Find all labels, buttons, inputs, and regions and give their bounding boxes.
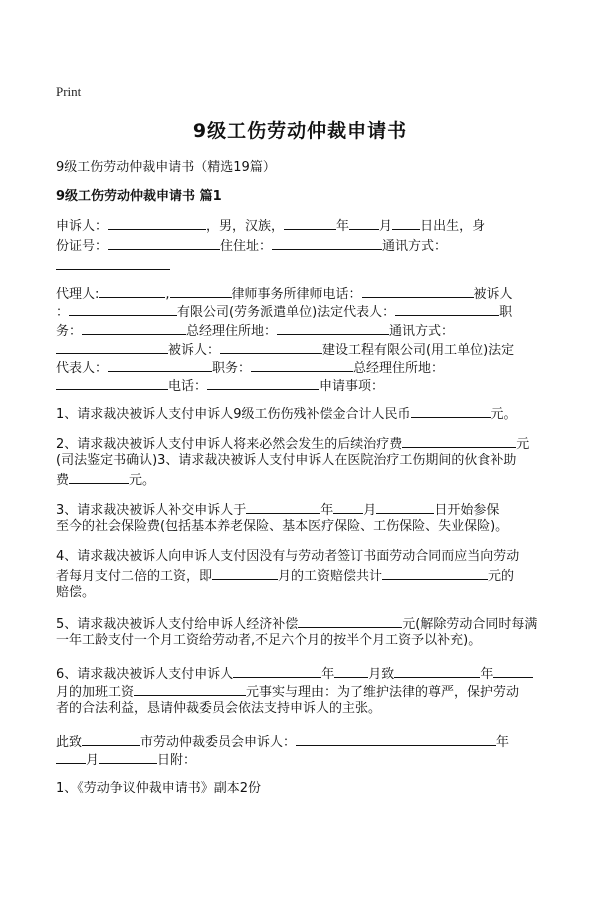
item-2-line-1: 2、请求裁决被诉人支付申诉人将来必然会发生的后续治疗费 元 (56, 434, 529, 454)
applicant-line-3 (56, 256, 170, 276)
parties-line-1: 代理人: , 律师事务所律师电话： 被诉人 (56, 284, 513, 304)
blank-insurance-month[interactable] (333, 500, 363, 514)
page-title: 9级工伤劳动仲裁申请书 (192, 120, 408, 142)
item-3-line-2: 至今的社会保险费(包括基本养老保险、基本医疗保险、工伤保险、失业保险)。 (56, 519, 509, 534)
blank-overtime-from-month[interactable] (334, 664, 368, 678)
item-4-line-3: 赔偿。 (56, 585, 96, 600)
blank-months[interactable] (212, 566, 278, 580)
item-6-line-3: 者的合法利益，恳请仲裁委员会依法支持申诉人的主张。 (56, 701, 382, 716)
blank-position-2[interactable] (251, 358, 353, 372)
item-4-line-1: 4、请求裁决被诉人向申诉人支付因没有与劳动者签订书面劳动合同而应当向劳动 (56, 549, 520, 564)
blank-birth-day[interactable] (392, 216, 420, 230)
print-label: Print (56, 84, 82, 99)
blank-overtime-to-year[interactable] (493, 664, 533, 678)
blank-id-number[interactable] (108, 236, 220, 250)
document-subtitle: 9级工伤劳动仲裁申请书（精选19篇） (56, 160, 276, 175)
blank-law-firm[interactable] (170, 284, 232, 298)
item-1: 1、请求裁决被诉人支付申诉人9级工伤伤残补偿金合计人民币 元。 (56, 404, 517, 424)
attachment-1: 1、《劳动争议仲裁申请书》副本2份 (56, 781, 262, 796)
blank-legal-rep-1[interactable] (395, 302, 499, 316)
blank-position-1[interactable] (82, 321, 186, 335)
blank-lawyer-phone[interactable] (362, 284, 474, 298)
parties-line-5: 代表人： 职务： 总经理住所地： (56, 358, 444, 378)
parties-line-2: ： 有限公司(劳务派遣单位)法定代表人： 职 (56, 302, 512, 322)
blank-birth-month[interactable] (349, 216, 379, 230)
section-heading: 9级工伤劳动仲裁申请书 篇1 (56, 189, 222, 204)
blank-name[interactable] (108, 216, 206, 230)
blank-treatment-cost[interactable] (402, 434, 516, 448)
blank-birth-year[interactable] (284, 216, 336, 230)
item-5-line-1: 5、请求裁决被诉人支付给申诉人经济补偿 元(解除劳动合同时每满 (56, 614, 537, 634)
blank-address[interactable] (272, 236, 382, 250)
blank-city[interactable] (82, 732, 140, 746)
item-2-line-3: 费 元。 (56, 470, 155, 490)
blank-legal-rep-2[interactable] (108, 358, 212, 372)
item-2-line-2: (司法鉴定书确认)3、请求裁决被诉人支付申诉人在医院治疗工伤期间的伙食补助 (56, 453, 517, 468)
parties-line-6: 电话： 申请事项： (56, 376, 384, 396)
blank-address-1[interactable] (277, 321, 389, 335)
item-4-line-2: 者每月支付二倍的工资，即 月的工资赔偿共计 元的 (56, 566, 514, 586)
closing-line-2: 月 日附： (56, 750, 196, 770)
item-3-line-1: 3、请求裁决被诉人补交申诉人于 年 月 日开始参保 (56, 500, 499, 520)
blank-compensation[interactable] (298, 614, 402, 628)
blank-sign-year[interactable] (56, 750, 86, 764)
blank-employer[interactable] (220, 340, 322, 354)
applicant-line-1: 申诉人： ，男，汉族， 年 月 日出生，身 (56, 216, 485, 236)
blank-phone-2[interactable] (207, 376, 319, 390)
blank-sign-day[interactable] (99, 750, 157, 764)
blank-disability-amount[interactable] (411, 404, 491, 418)
blank-signature[interactable] (296, 732, 496, 746)
item-5-line-2: 一年工龄支付一个月工资给劳动者,不足六个月的按半个月工资予以补充)。 (56, 633, 482, 648)
blank-overtime-from-year[interactable] (233, 664, 321, 678)
applicant-line-2: 份证号： 住住址： 通讯方式： (56, 236, 447, 256)
parties-line-3: 务： 总经理住所地： 通讯方式： (56, 321, 454, 341)
blank-meal-allowance[interactable] (69, 470, 129, 484)
blank-contact-1[interactable] (56, 340, 168, 354)
parties-line-4: 被诉人： 建设工程有限公司(用工单位)法定 (56, 340, 514, 360)
item-6-line-2: 月的加班工资 元事实与理由：为了维护法律的尊严，保护劳动 (56, 682, 519, 702)
blank-agent[interactable] (99, 284, 165, 298)
blank-insurance-year[interactable] (246, 500, 320, 514)
blank-double-wage[interactable] (382, 566, 488, 580)
item-6-line-1: 6、请求裁决被诉人支付申诉人 年 月致 年 (56, 664, 533, 684)
blank-address-2[interactable] (56, 376, 168, 390)
blank-insurance-day[interactable] (376, 500, 434, 514)
blank-dispatch-company[interactable] (69, 302, 177, 316)
blank-contact[interactable] (56, 256, 170, 270)
closing-line-1: 此致 市劳动仲裁委员会申诉人： 年 (56, 732, 509, 752)
blank-overtime-pay[interactable] (134, 682, 246, 696)
blank-overtime-to[interactable] (394, 664, 480, 678)
